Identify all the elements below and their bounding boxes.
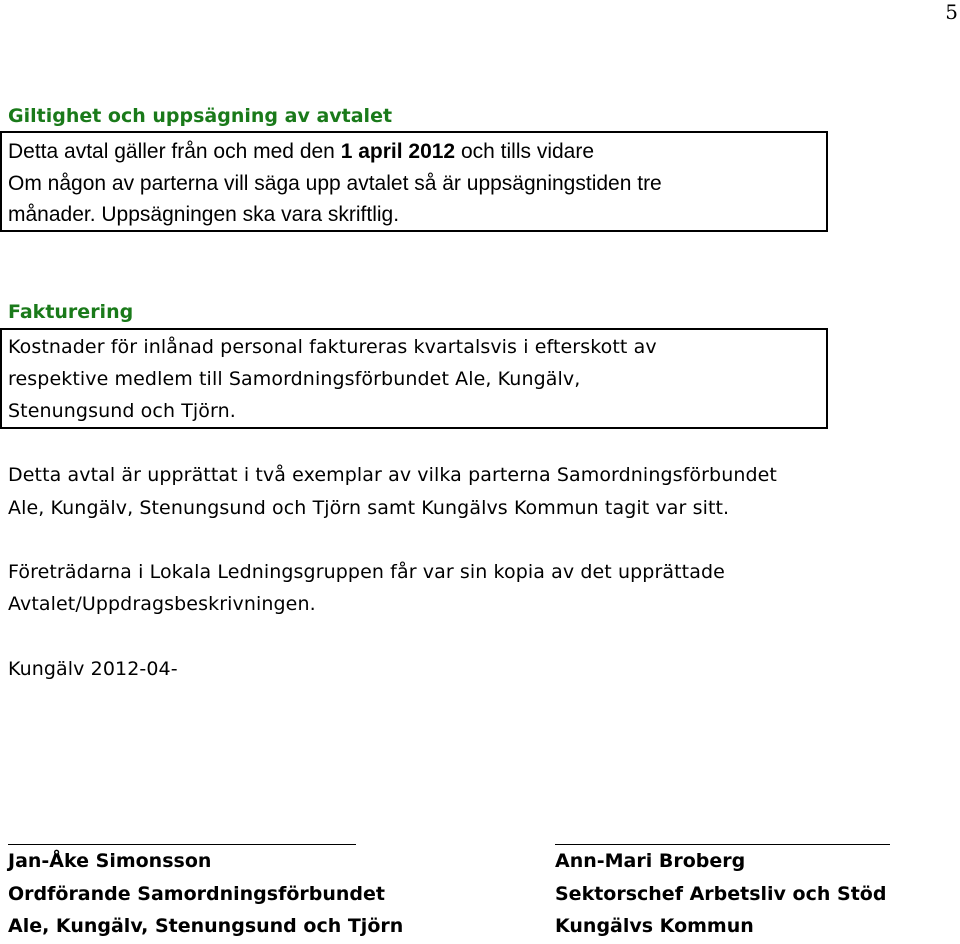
signatory-right-title: Sektorschef Arbetsliv och Stöd: [555, 883, 887, 905]
invoicing-heading: Fakturering: [8, 301, 134, 323]
invoicing-line-2: respektive medlem till Samordningsförbundet Ale, Kungälv,: [8, 368, 581, 390]
representatives-line-1: Företrädarna i Lokala Ledningsgruppen får var sin kopia av det upprättade: [8, 561, 725, 583]
validity-heading: Giltighet och uppsägning av avtalet: [8, 105, 393, 127]
invoicing-line-1: Kostnader för inlånad personal faktureras kvartalsvis i efterskott av: [8, 336, 657, 358]
page-number: 5: [945, 0, 958, 24]
copies-line-1: Detta avtal är upprättat i två exemplar av vilka parterna Samordningsförbundet: [8, 464, 777, 486]
invoicing-line-3: Stenungsund och Tjörn.: [8, 400, 236, 422]
signature-line-right: [555, 844, 890, 845]
validity-line-1-end: och tills vidare: [455, 140, 595, 163]
signatory-left-name: Jan-Åke Simonsson: [8, 850, 212, 872]
signatory-right-organization: Kungälvs Kommun: [555, 915, 754, 937]
place-date: Kungälv 2012-04-: [8, 658, 178, 680]
signatory-left-title: Ordförande Samordningsförbundet: [8, 883, 385, 905]
validity-start-date: 1 april 2012: [340, 140, 456, 163]
validity-line-1: [8, 140, 594, 164]
representatives-line-2: Avtalet/Uppdragsbeskrivningen.: [8, 593, 316, 615]
copies-line-2: Ale, Kungälv, Stenungsund och Tjörn samt Kungälvs Kommun tagit var sitt.: [8, 497, 730, 519]
validity-line-2: Om någon av parterna vill säga upp avtalet så är uppsägningstiden tre: [8, 172, 662, 195]
validity-line-3: månader. Uppsägningen ska vara skriftlig.: [8, 203, 400, 226]
signatory-left-organization: Ale, Kungälv, Stenungsund och Tjörn: [8, 915, 404, 937]
signatory-right-name: Ann-Mari Broberg: [555, 850, 746, 872]
signature-line-left: [8, 844, 356, 845]
validity-line-1-start: Detta avtal gäller från och med den: [8, 140, 341, 163]
